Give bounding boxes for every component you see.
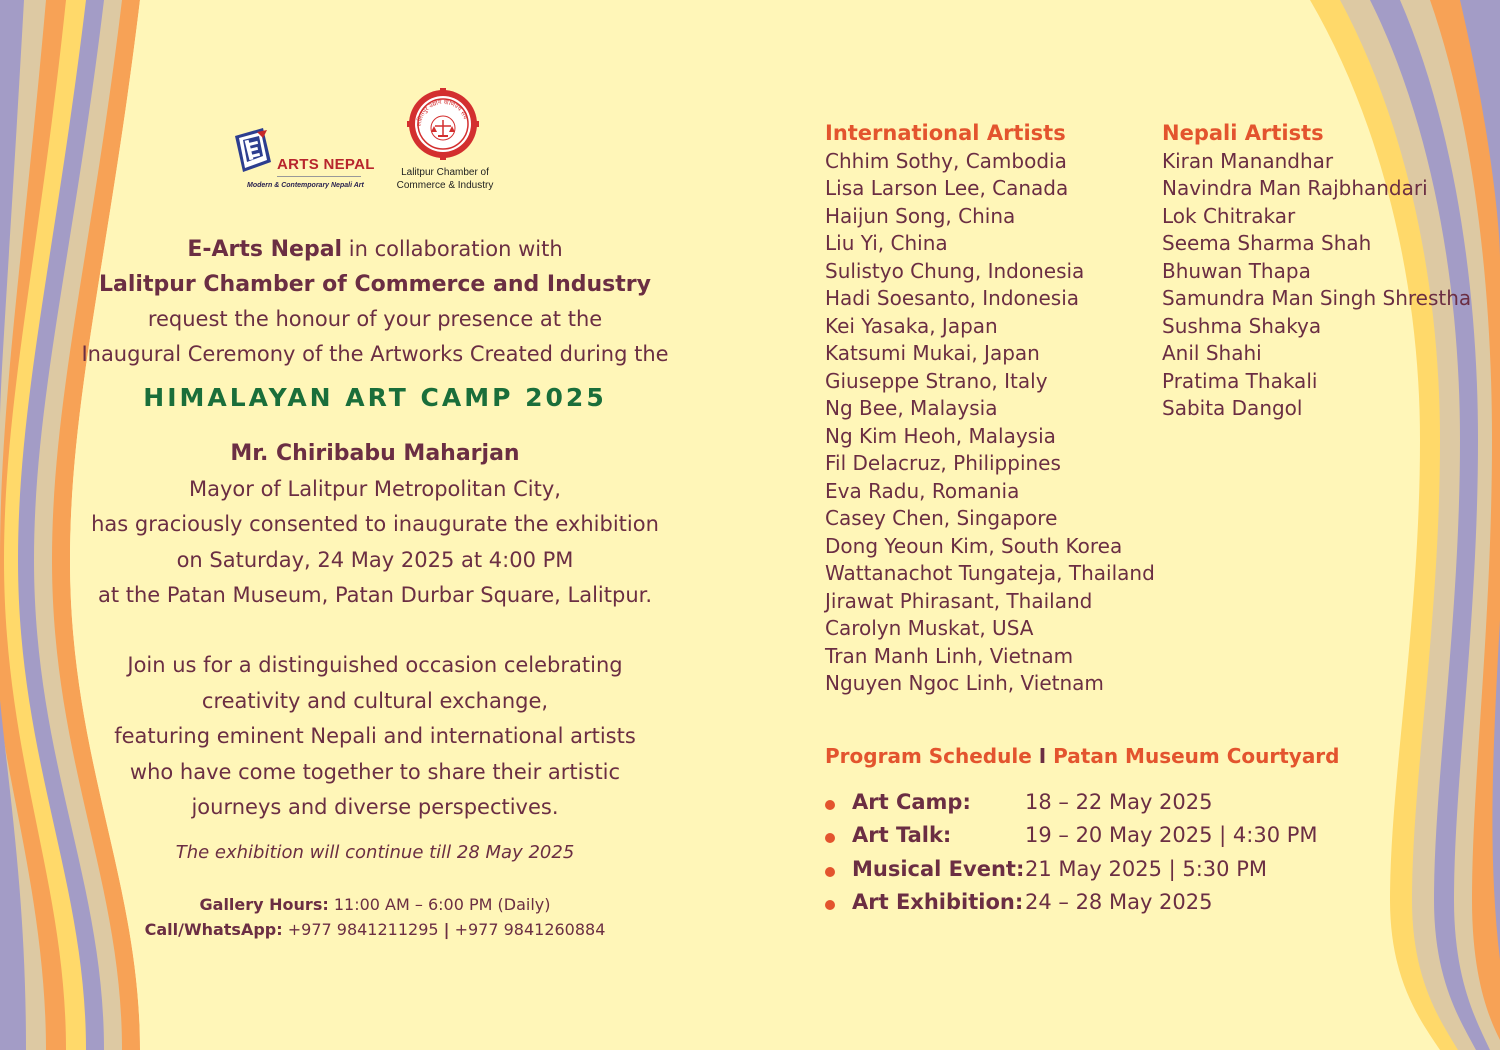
- request-line: request the honour of your presence at the: [147, 307, 603, 331]
- program-heading-separator: I: [1038, 744, 1047, 768]
- artist-name: Sushma Shakya: [1162, 313, 1322, 338]
- join-us-block: [60, 648, 690, 826]
- e-arts-nepal-logo: [225, 128, 375, 189]
- nepali-artists-list: [1162, 120, 1471, 423]
- e-arts-emblem-icon: [233, 128, 273, 174]
- schedule-item-label: Art Exhibition:: [852, 889, 1024, 914]
- artist-name: Pratima Thakali: [1162, 368, 1318, 393]
- artist-name: Katsumi Mukai, Japan: [825, 341, 1040, 365]
- schedule-item-value: 19 – 20 May 2025 | 4:30 PM: [1025, 823, 1318, 848]
- call-label: Call/WhatsApp:: [144, 920, 283, 939]
- host-name: E-Arts Nepal: [187, 237, 343, 262]
- schedule-item-value: 21 May 2025 | 5:30 PM: [1025, 856, 1267, 881]
- program-venue: Patan Museum Courtyard: [1053, 744, 1340, 768]
- artist-name: Bhuwan Thapa: [1162, 258, 1311, 283]
- lcci-seal-text: ललितपुर उद्योग वाणिज्य संघ: [415, 98, 469, 127]
- artist-name: Lisa Larson Lee, Canada: [825, 176, 1069, 200]
- lcci-name-line-1: Lalitpur Chamber of: [401, 167, 489, 178]
- bullet-icon: [825, 800, 835, 810]
- schedule-item-value: 18 – 22 May 2025: [1025, 790, 1213, 814]
- join-line: Join us for a distinguished occasion celebrating: [127, 653, 623, 677]
- schedule-item-label: Art Talk:: [852, 823, 952, 848]
- e-arts-logo-name: ARTS NEPAL: [277, 156, 375, 173]
- nepali-artists-heading: Nepali Artists: [1162, 121, 1324, 145]
- international-artists-heading: International Artists: [825, 121, 1066, 145]
- gallery-hours-line: [60, 892, 690, 917]
- artist-name: Kiran Manandhar: [1162, 148, 1334, 173]
- artist-name: Hadi Soesanto, Indonesia: [825, 286, 1080, 310]
- phone-separator: |: [443, 920, 450, 939]
- program-schedule-heading: [825, 744, 1340, 768]
- schedule-item-value: 24 – 28 May 2025: [1025, 889, 1213, 914]
- gallery-hours-label: Gallery Hours:: [199, 895, 329, 914]
- artist-name: Navindra Man Rajbhandari: [1162, 176, 1428, 200]
- artist-name: Chhim Sothy, Cambodia: [825, 148, 1067, 173]
- ceremony-line: Inaugural Ceremony of the Artworks Created during the: [81, 342, 669, 366]
- bullet-icon: [825, 867, 835, 877]
- artist-name: Sabita Dangol: [1162, 396, 1303, 420]
- artist-name: Anil Shahi: [1162, 341, 1262, 365]
- artist-name: Tran Manh Linh, Vietnam: [825, 643, 1074, 668]
- artist-name: Ng Bee, Malaysia: [825, 396, 998, 420]
- join-line: who have come together to share their artistic: [129, 759, 621, 784]
- event-title: HIMALAYAN ART CAMP 2025: [143, 383, 607, 412]
- program-schedule-title: Program Schedule: [825, 744, 1032, 768]
- join-line: creativity and cultural exchange,: [201, 688, 549, 713]
- artist-name: Carolyn Muskat, USA: [825, 616, 1034, 640]
- logo-bar: [225, 88, 515, 198]
- lcci-gear-seal-icon: [407, 88, 479, 160]
- artist-name: Samundra Man Singh Shrestha: [1162, 286, 1472, 310]
- artist-name: Dong Yeoun Kim, South Korea: [825, 533, 1123, 558]
- artist-name: Lok Chitrakar: [1162, 203, 1296, 228]
- lcci-name-line-2: Commerce & Industry: [396, 180, 494, 191]
- international-artists-list: [825, 120, 1155, 698]
- artist-name: Wattanachot Tungateja, Thailand: [825, 561, 1155, 585]
- partner-name: Lalitpur Chamber of Commerce and Industry: [99, 272, 651, 297]
- invitation-intro: [60, 232, 690, 372]
- consent-line: has graciously consented to inaugurate the exhibition: [91, 512, 659, 536]
- e-arts-logo-divider: [277, 176, 361, 177]
- artist-name: Seema Sharma Shah: [1162, 231, 1372, 255]
- schedule-item-label: Art Camp:: [852, 790, 971, 814]
- collab-text: in collaboration with: [342, 237, 563, 261]
- artist-name: Kei Yasaka, Japan: [825, 313, 998, 338]
- guest-name: Mr. Chiribabu Maharjan: [230, 441, 520, 466]
- lcci-logo: [385, 88, 515, 198]
- artist-name: Nguyen Ngoc Linh, Vietnam: [825, 671, 1104, 695]
- join-line: featuring eminent Nepali and international artists: [114, 724, 636, 748]
- artist-name: Haijun Song, China: [825, 203, 1016, 228]
- gallery-hours-value: 11:00 AM – 6:00 PM (Daily): [328, 895, 551, 914]
- phone-number-2: +977 9841260884: [449, 920, 606, 939]
- phone-number-1: +977 9841211295: [282, 920, 444, 939]
- exhibition-continue-note: The exhibition will continue till 28 May 2025: [175, 842, 575, 863]
- artist-name: Fil Delacruz, Philippines: [825, 451, 1061, 475]
- guest-title: Mayor of Lalitpur Metropolitan City,: [189, 476, 561, 501]
- artist-name: Sulistyo Chung, Indonesia: [825, 258, 1085, 283]
- bullet-icon: [825, 900, 835, 910]
- host-line: [60, 232, 690, 267]
- date-line: on Saturday, 24 May 2025 at 4:00 PM: [176, 547, 574, 572]
- artist-name: Giuseppe Strano, Italy: [825, 368, 1048, 393]
- venue-line: at the Patan Museum, Patan Durbar Square, Lalitpur.: [97, 583, 653, 607]
- schedule-item-label: Musical Event:: [852, 856, 1025, 881]
- artist-name: Eva Radu, Romania: [825, 478, 1020, 503]
- lcci-logo-name: [385, 166, 505, 192]
- join-line: journeys and diverse perspectives.: [191, 795, 559, 819]
- artist-name: Jirawat Phirasant, Thailand: [825, 588, 1093, 613]
- phone-line: [60, 917, 690, 942]
- artist-name: Casey Chen, Singapore: [825, 506, 1058, 530]
- artist-name: Liu Yi, China: [825, 231, 948, 255]
- chief-guest-block: [60, 436, 690, 614]
- e-arts-logo-tagline: Modern & Contemporary Nepali Art: [247, 182, 364, 189]
- contact-block: [60, 892, 690, 942]
- artist-name: Ng Kim Heoh, Malaysia: [825, 423, 1056, 448]
